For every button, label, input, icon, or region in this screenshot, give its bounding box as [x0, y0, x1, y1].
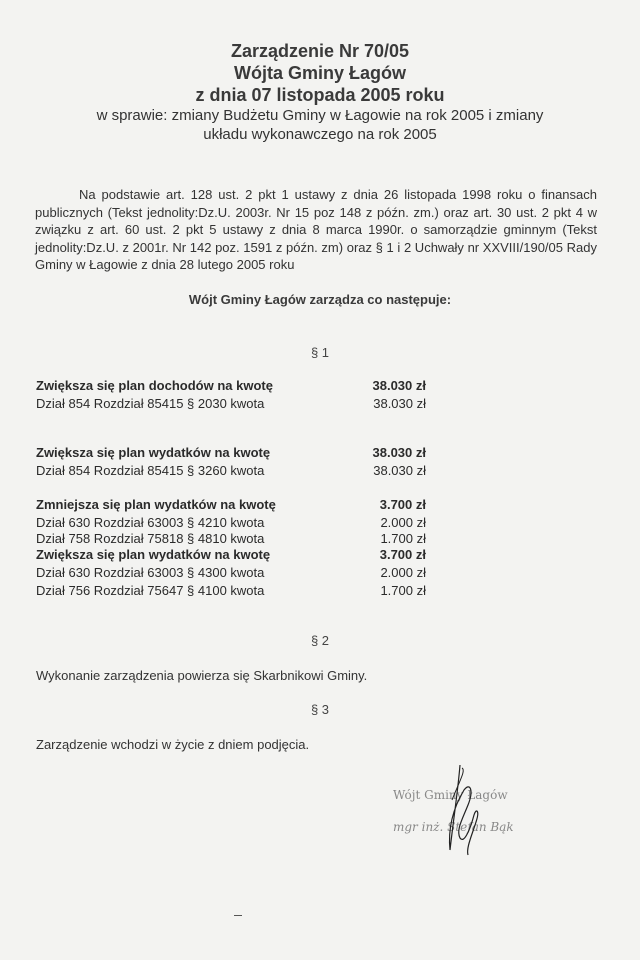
- budget-row-amount: 1.700 zł: [380, 583, 426, 598]
- budget-row-description: Zmniejsza się plan wydatków na kwotę: [36, 497, 276, 512]
- budget-row: [36, 546, 456, 564]
- section-2-mark: § 2: [310, 633, 330, 648]
- section-2-text: Wykonanie zarządzenia powierza się Skarbnikowi Gminy.: [36, 668, 368, 683]
- budget-row: [36, 496, 456, 514]
- budget-row: [36, 564, 456, 582]
- budget-row-description: Dział 854 Rozdział 85415 § 3260 kwota: [36, 463, 265, 478]
- section-1-mark: § 1: [310, 345, 330, 360]
- budget-row-amount: 1.700 zł: [380, 531, 426, 546]
- budget-row: [36, 444, 456, 462]
- section-3-text: Zarządzenie wchodzi w życie z dniem podjęcia.: [36, 737, 310, 752]
- decree-date: z dnia 07 listopada 2005 roku: [195, 85, 445, 105]
- budget-row: [36, 395, 456, 413]
- budget-row: [36, 582, 456, 600]
- budget-row-amount: 2.000 zł: [380, 515, 426, 530]
- section-3-mark: § 3: [310, 702, 330, 717]
- budget-row-amount: 38.030 zł: [373, 463, 426, 478]
- budget-row-amount: 3.700 zł: [379, 497, 426, 512]
- budget-row-amount: 2.000 zł: [380, 565, 426, 580]
- signature-title: Wójt Gminy Łagów: [393, 788, 508, 802]
- budget-row-description: Dział 630 Rozdział 63003 § 4300 kwota: [36, 565, 265, 580]
- legal-basis-text: Na podstawie art. 128 ust. 2 pkt 1 ustawy z dnia 26 listopada 1998 roku o finansach publicznych (Tekst jednolity:Dz.U. 2003r. Nr 15 poz 148 z późn. zm.) oraz art. 30 ust. 2 pkt 4 w związku z art. 60 ust. 2 pkt 5 ustawy z dnia 8 marca 1990r. o samorządzie gminnym (Tekst jednolity:Dz.U. z 2001r. Nr 142 poz. 1591 z późn. zm) oraz § 1 i 2 Uchwały nr XXVIII/190/05 Rady Gminy w Łagowie z dnia 28 lutego 2005 roku: [35, 187, 597, 272]
- budget-row-description: Dział 756 Rozdział 75647 § 4100 kwota: [36, 583, 265, 598]
- signature-name: mgr inż. Stefan Bąk: [393, 820, 514, 834]
- budget-row: [36, 462, 456, 480]
- budget-row-amount: 3.700 zł: [379, 547, 426, 562]
- legal-basis-paragraph: [35, 186, 597, 274]
- budget-row-description: Dział 854 Rozdział 85415 § 2030 kwota: [36, 396, 265, 411]
- budget-row-description: Zwiększa się plan wydatków na kwotę: [36, 445, 271, 460]
- document-header: [0, 40, 640, 144]
- budget-row-description: Dział 630 Rozdział 63003 § 4210 kwota: [36, 515, 265, 530]
- budget-row: [36, 377, 456, 395]
- budget-row-amount: 38.030 zł: [372, 378, 426, 393]
- page-mark: [234, 915, 242, 916]
- decree-subject-line-1: w sprawie: zmiany Budżetu Gminy w Łagowie na rok 2005 i zmiany: [96, 107, 544, 124]
- budget-row-amount: 38.030 zł: [373, 396, 426, 411]
- handwritten-signature: [430, 760, 490, 860]
- budget-row-description: Zwiększa się plan wydatków na kwotę: [36, 547, 271, 562]
- budget-row-description: Dział 758 Rozdział 75818 § 4810 kwota: [36, 531, 265, 546]
- decree-subject-line-2: układu wykonawczego na rok 2005: [203, 126, 437, 143]
- decree-title: Zarządzenie Nr 70/05: [230, 41, 410, 61]
- budget-row-description: Zwiększa się plan dochodów na kwotę: [36, 378, 273, 393]
- budget-row-amount: 38.030 zł: [372, 445, 426, 460]
- decree-statement: Wójt Gminy Łagów zarządza co następuje:: [188, 292, 452, 307]
- decree-issuer: Wójta Gminy Łagów: [233, 63, 406, 83]
